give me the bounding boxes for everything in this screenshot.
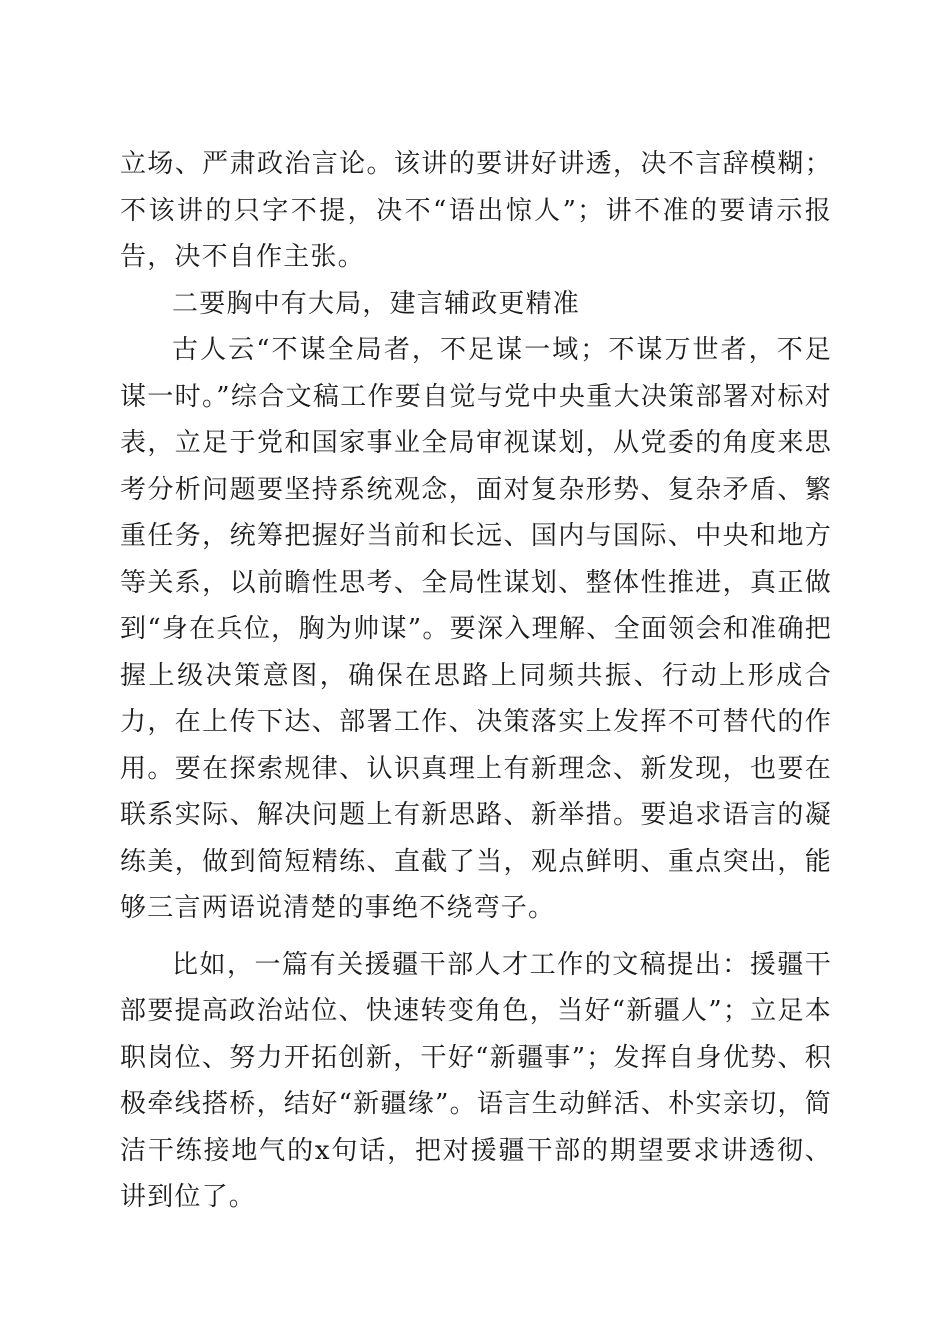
paragraph-example: 比如，一篇有关援疆干部人才工作的文稿提出：援疆干部要提高政治站位、快速转变角色，当好“新疆人”；立足本职岗位、努力开拓创新，干好“新疆事”；发挥自身优势、积极牵线搭桥，结好“新疆缘”。语言生动鲜活、朴实亲切，简洁干练接地气的x句话，把对援疆干部的期望要求讲透彻、讲到位了。 <box>120 949 832 1212</box>
document-body <box>120 141 832 1221</box>
paragraph-continuation: 立场、严肃政治言论。该讲的要讲好讲透，决不言辞模糊；不该讲的只字不提，决不“语出惊人”；讲不准的要请示报告，决不自作主张。 <box>120 149 832 272</box>
paragraph-main: 古人云“不谋全局者，不足谋一域；不谋万世者，不足谋一时。”综合文稿工作要自觉与党中央重大决策部署对标对表，立足于党和国家事业全局审视谋划，从党委的角度来思考分析问题要坚持系统观念，面对复杂形势、复杂矛盾、繁重任务，统筹把握好当前和长远、国内与国际、中央和地方等关系，以前瞻性思考、全局性谋划、整体性推进，真正做到“身在兵位，胸为帅谋”。要深入理解、全面领会和准确把握上级决策意图，确保在思路上同频共振、行动上形成合力，在上传下达、部署工作、决策落实上发挥不可替代的作用。要在探索规律、认识真理上有新理念、新发现，也要在联系实际、解决问题上有新思路、新举措。要追求语言的凝练美，做到简短精练、直截了当，观点鲜明、重点突出，能够三言两语说清楚的事绝不绕弯子。 <box>120 335 832 923</box>
section-heading: 二要胸中有大局，建言辅政更精准 <box>172 288 581 319</box>
